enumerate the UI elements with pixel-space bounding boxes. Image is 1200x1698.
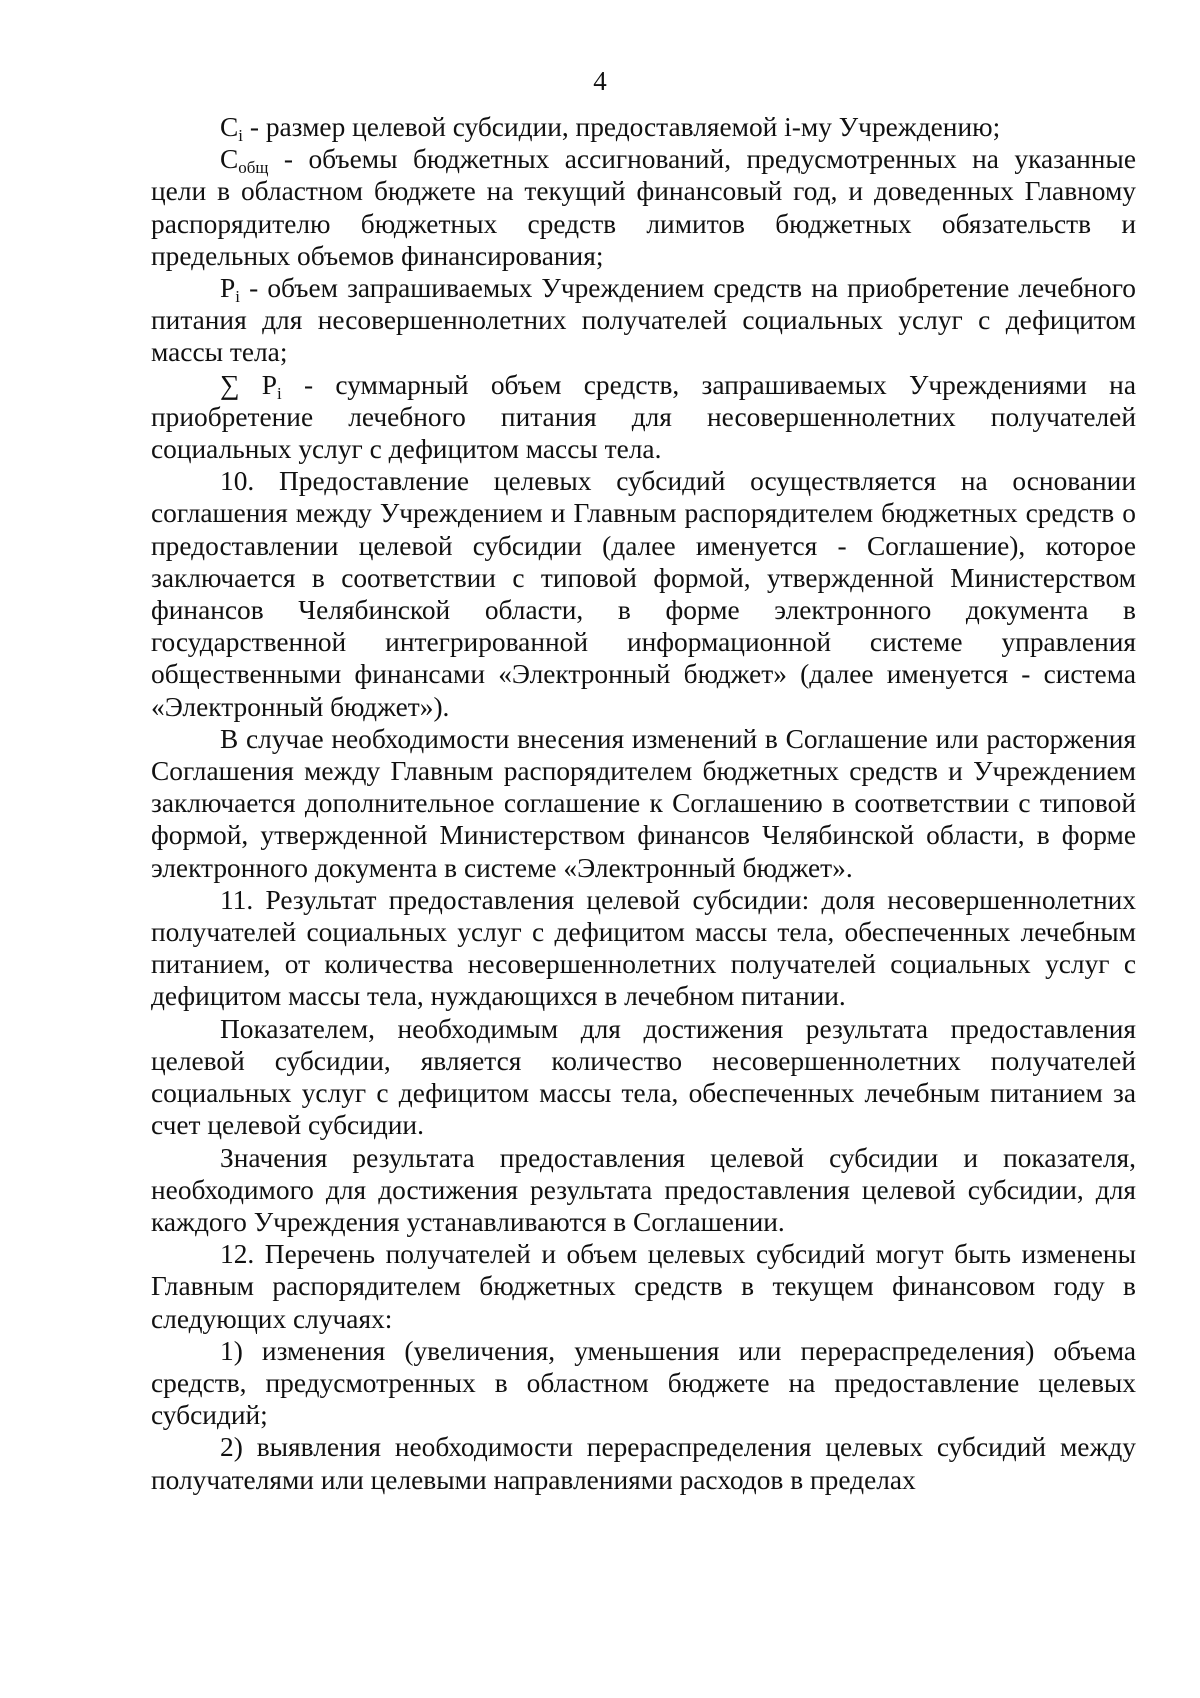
symbol-subscript: i (238, 125, 243, 145)
definition-c-total (151, 143, 1136, 272)
paragraph-agreement-changes: В случае необходимости внесения изменений в Соглашение или расторжения Соглашения между Главным распорядителем бюджетных средств и Учреждением заключается дополнительное соглашение к Соглашению в соответствии с типовой формой, утвержденной Министерством финансов Челябинской области, в форме электронного документа в системе «Электронный бюджет». (151, 723, 1136, 883)
symbol-subscript: общ (238, 157, 269, 177)
list-item-1: 1) изменения (увеличения, уменьшения или перераспределения) объема средств, предусмотренных в областном бюджете на предоставление целевых субсидий; (151, 1335, 1136, 1431)
symbol: ∑ P (220, 369, 278, 400)
paragraph-indicator: Показателем, необходимым для достижения результата предоставления целевой субсидии, является количество несовершеннолетних получателей социальных услуг с дефицитом массы тела, обеспеченных лечебным питанием за счет целевой субсидии. (151, 1013, 1136, 1141)
definition-text: - объем запрашиваемых Учреждением средств на приобретение лечебного питания для несовершеннолетних получателей социальных услуг с дефицитом массы тела; (151, 273, 1136, 368)
symbol: C (220, 112, 239, 142)
symbol: P (220, 273, 236, 304)
paragraph-values: Значения результата предоставления целевой субсидии и показателя, необходимого для достижения результата предоставления целевой субсидии, для каждого Учреждения устанавливаются в Соглашении. (151, 1142, 1136, 1237)
paragraph-10: 10. Предоставление целевых субсидий осуществляется на основании соглашения между Учреждением и Главным распорядителем бюджетных средств о предоставлении целевой субсидии (далее именуется - Соглашение), которое заключается в соответствии с типовой формой, утвержденной Министерством финансов Челябинской области, в форме электронного документа в государственной интегрированной информационной системе управления общественными финансами «Электронный бюджет» (далее именуется - система «Электронный бюджет»). (151, 466, 1136, 722)
paragraph-11: 11. Результат предоставления целевой субсидии: доля несовершеннолетних получателей социальных услуг с дефицитом массы тела, обеспеченных лечебным питанием, от количества несовершеннолетних получателей социальных услуг с дефицитом массы тела, нуждающихся в лечебном питании. (151, 884, 1136, 1012)
definition-text: - размер целевой субсидии, предоставляемой i-му Учреждению; (243, 112, 1001, 142)
definition-text: - суммарный объем средств, запрашиваемых Учреждениями на приобретение лечебного питания для несовершеннолетних получателей социальных услуг с дефицитом массы тела. (151, 369, 1136, 465)
page-number: 4 (593, 66, 607, 96)
list-item-2: 2) выявления необходимости перераспределения целевых субсидий между получателями или целевыми направлениями расходов в пределах (151, 1432, 1136, 1495)
symbol-subscript: i (235, 286, 240, 306)
document-body (151, 111, 1136, 1496)
symbol: C (220, 144, 239, 175)
symbol-subscript: i (277, 383, 282, 403)
definition-pi (151, 272, 1136, 369)
paragraph-12: 12. Перечень получателей и объем целевых субсидий могут быть изменены Главным распорядителем бюджетных средств в текущем финансовом году в следующих случаях: (151, 1239, 1136, 1334)
definition-sum-pi (151, 369, 1136, 466)
definition-ci (151, 111, 1136, 143)
definition-text: - объемы бюджетных ассигнований, предусмотренных на указанные цели в областном бюджете на текущий финансовый год, и доведенных Главному распорядителю бюджетных средств лимитов бюджетных обязательств и предельных объемов финансирования; (151, 144, 1136, 271)
